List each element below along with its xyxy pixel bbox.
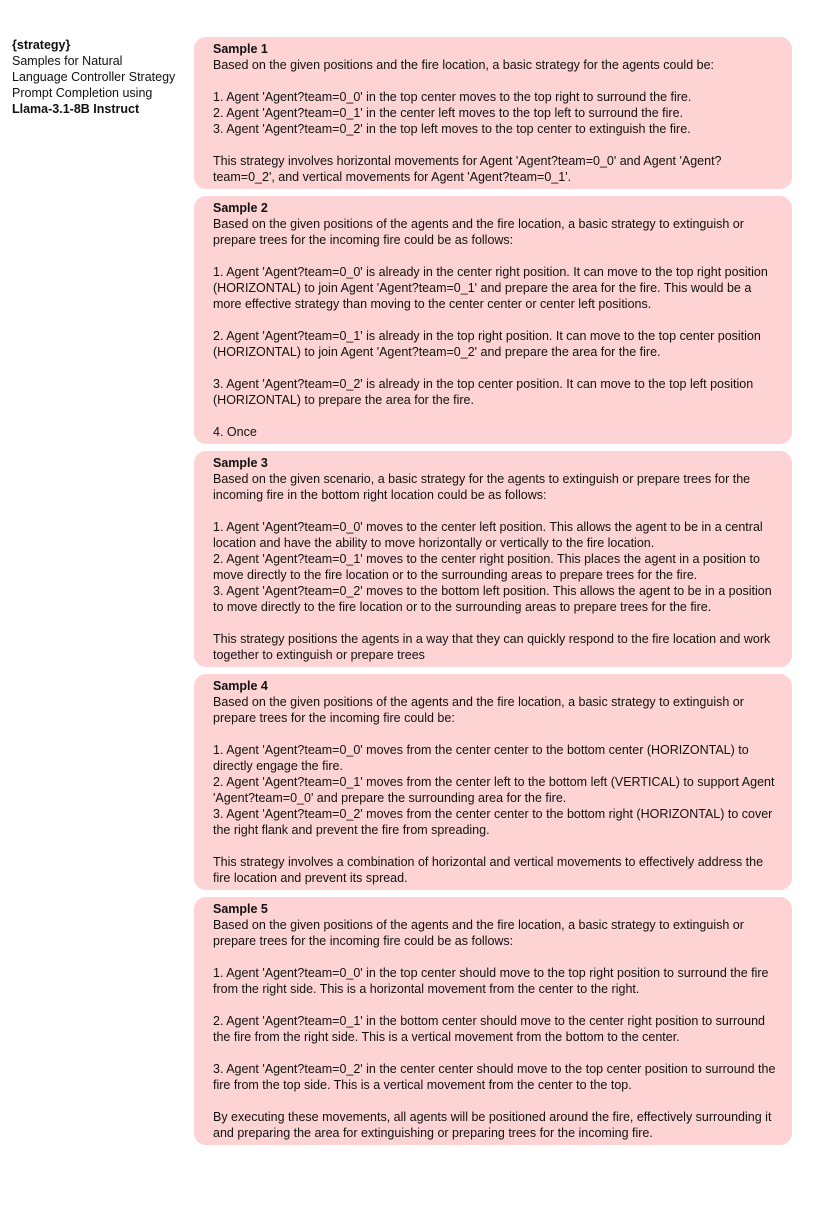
sample-text: 3. Agent 'Agent?team=0_2' is already in the top center position. It can move to the top left position (HORIZONTAL) to prepare the area for the fire. [213, 377, 754, 407]
sample-text: This strategy positions the agents in a way that they can quickly respond to the fire location and work together to extinguish or prepare trees [213, 632, 771, 662]
paragraph-gap [213, 360, 778, 376]
paragraph-gap [213, 503, 778, 519]
sample-text: 3. Agent 'Agent?team=0_2' in the center center should move to the top center position to surround the fire from the top side. This is a vertical movement from the center to the top. [213, 1062, 776, 1092]
sample-text: Based on the given positions and the fire location, a basic strategy for the agents could be: [213, 58, 715, 72]
sample-card [194, 196, 792, 444]
sample-card [194, 897, 792, 1145]
sidebar-caption [12, 37, 190, 117]
sample-text: Based on the given positions of the agents and the fire location, a basic strategy to extinguish or prepare trees for the incoming fire could be as follows: [213, 918, 744, 948]
paragraph-gap [213, 997, 778, 1013]
sample-text: 2. Agent 'Agent?team=0_1' moves to the center right position. This places the agent in a position to move directly to the fire location or to the surrounding areas to prepare trees for the fire. [213, 552, 760, 582]
sample-title: Sample 5 [213, 902, 268, 916]
sample-text: 1. Agent 'Agent?team=0_0' in the top center moves to the top right to surround the fire. [213, 90, 692, 104]
sample-text: 3. Agent 'Agent?team=0_2' moves to the bottom left position. This allows the agent to be in a position to move directly to the fire location or to the surrounding areas to prepare trees for the fire. [213, 584, 772, 614]
caption-line: Prompt Completion using [12, 86, 153, 100]
sample-text: 1. Agent 'Agent?team=0_0' in the top center should move to the top right position to surround the fire from the right side. This is a horizontal movement from the center to the right. [213, 966, 769, 996]
sample-card [194, 674, 792, 890]
sample-text: 4. Once [213, 425, 257, 439]
paragraph-gap [213, 838, 778, 854]
sample-card [194, 451, 792, 667]
sample-text: This strategy involves a combination of horizontal and vertical movements to effectively address the fire location and prevent its spread. [213, 855, 764, 885]
paragraph-gap [213, 726, 778, 742]
sample-text: 2. Agent 'Agent?team=0_1' in the center left moves to the top left to surround the fire. [213, 106, 683, 120]
samples-column [194, 37, 792, 1152]
sample-title: Sample 2 [213, 201, 268, 215]
sample-text: 2. Agent 'Agent?team=0_1' moves from the center left to the bottom left (VERTICAL) to support Agent 'Agent?team=0_0' and prepare the surrounding area for the fire. [213, 775, 775, 805]
sample-text: 2. Agent 'Agent?team=0_1' is already in the top right position. It can move to the top center position (HORIZONTAL) to join Agent 'Agent?team=0_2' and prepare the area for the fire. [213, 329, 761, 359]
paragraph-gap [213, 1093, 778, 1109]
paragraph-gap [213, 312, 778, 328]
sample-text: Based on the given positions of the agents and the fire location, a basic strategy to extinguish or prepare trees for the incoming fire could be: [213, 695, 744, 725]
paragraph-gap [213, 1045, 778, 1061]
paragraph-gap [213, 248, 778, 264]
sample-text: 1. Agent 'Agent?team=0_0' is already in the center right position. It can move to the top right position (HORIZONTAL) to join Agent 'Agent?team=0_1' and prepare the area for the fire. This would be a more effective strategy than moving to the center center or center left positions. [213, 265, 768, 311]
sample-text: By executing these movements, all agents will be positioned around the fire, effectively surrounding it and preparing the area for extinguishing or preparing trees for the incoming fire. [213, 1110, 772, 1140]
model-name: Llama-3.1-8B Instruct [12, 102, 140, 116]
caption-line: Language Controller Strategy [12, 70, 176, 84]
sample-text: This strategy involves horizontal movements for Agent 'Agent?team=0_0' and Agent 'Agent?team=0_2', and vertical movements for Agent 'Agent?team=0_1'. [213, 154, 722, 184]
sample-text: 1. Agent 'Agent?team=0_0' moves from the center center to the bottom center (HORIZONTAL) to directly engage the fire. [213, 743, 749, 773]
paragraph-gap [213, 73, 778, 89]
paragraph-gap [213, 408, 778, 424]
sample-text: Based on the given scenario, a basic strategy for the agents to extinguish or prepare trees for the incoming fire in the bottom right location could be as follows: [213, 472, 751, 502]
sample-title: Sample 1 [213, 42, 268, 56]
sample-text: 2. Agent 'Agent?team=0_1' in the bottom center should move to the center right position to surround the fire from the right side. This is a vertical movement from the bottom to the center. [213, 1014, 765, 1044]
sample-text: 1. Agent 'Agent?team=0_0' moves to the center left position. This allows the agent to be in a central location and have the ability to move horizontally or vertically to the fire location. [213, 520, 763, 550]
paragraph-gap [213, 137, 778, 153]
sample-title: Sample 4 [213, 679, 268, 693]
paragraph-gap [213, 615, 778, 631]
caption-line: Samples for Natural [12, 54, 123, 68]
sample-text: 3. Agent 'Agent?team=0_2' moves from the center center to the bottom right (HORIZONTAL) to cover the right flank and prevent the fire from spreading. [213, 807, 773, 837]
strategy-tag: {strategy} [12, 38, 71, 52]
sample-card [194, 37, 792, 189]
sample-text: 3. Agent 'Agent?team=0_2' in the top left moves to the top center to extinguish the fire. [213, 122, 691, 136]
paragraph-gap [213, 949, 778, 965]
sample-title: Sample 3 [213, 456, 268, 470]
sample-text: Based on the given positions of the agents and the fire location, a basic strategy to extinguish or prepare trees for the incoming fire could be as follows: [213, 217, 744, 247]
